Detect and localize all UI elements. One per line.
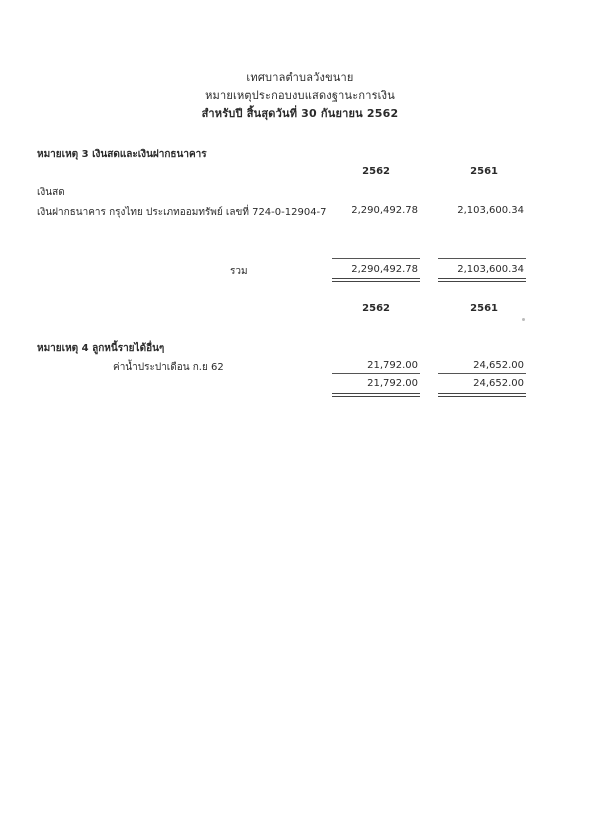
scan-speck — [522, 318, 525, 321]
org-name: เทศบาลตำบลวังขนาย — [246, 71, 354, 84]
cash-label: เงินสด — [37, 187, 65, 198]
water-bill-label: ค่าน้ำประปาเดือน ก.ย 62 — [113, 362, 224, 373]
total-amount-2561: 2,103,600.34 — [457, 264, 524, 275]
total-double-line-2562 — [332, 278, 420, 282]
bank-account-label: เงินฝากธนาคาร กรุงไทย ประเภทออมทรัพย์ เลขที่ 724-0-12904-7 — [37, 207, 327, 218]
note4-col-2561: 2561 — [470, 303, 498, 314]
note4-col-2562: 2562 — [362, 303, 390, 314]
note4-double-line-2561 — [438, 393, 526, 397]
note4-title: หมายเหตุ 4 ลูกหนี้รายได้อื่นๆ — [37, 343, 165, 354]
bank-amount-2562: 2,290,492.78 — [351, 205, 418, 216]
note3-col-2561: 2561 — [470, 166, 498, 177]
total-label: รวม — [230, 266, 248, 277]
note3-col-2562: 2562 — [362, 166, 390, 177]
subtotal-line-2562 — [332, 258, 420, 259]
subtotal-line-2561 — [438, 258, 526, 259]
water-bill-2561: 24,652.00 — [473, 360, 524, 371]
bank-amount-2561: 2,103,600.34 — [457, 205, 524, 216]
document-title: หมายเหตุประกอบงบแสดงฐานะการเงิน — [205, 89, 395, 102]
note3-title: หมายเหตุ 3 เงินสดและเงินฝากธนาคาร — [37, 149, 207, 160]
note4-double-line-2562 — [332, 393, 420, 397]
note4-subtotal-line-2562 — [332, 373, 420, 374]
note4-subtotal-line-2561 — [438, 373, 526, 374]
total-double-line-2561 — [438, 278, 526, 282]
water-bill-2562: 21,792.00 — [367, 360, 418, 371]
total-amount-2562: 2,290,492.78 — [351, 264, 418, 275]
note4-total-2561: 24,652.00 — [473, 378, 524, 389]
period-line: สำหรับปี สิ้นสุดวันที่ 30 กันยายน 2562 — [201, 107, 399, 120]
note4-total-2562: 21,792.00 — [367, 378, 418, 389]
